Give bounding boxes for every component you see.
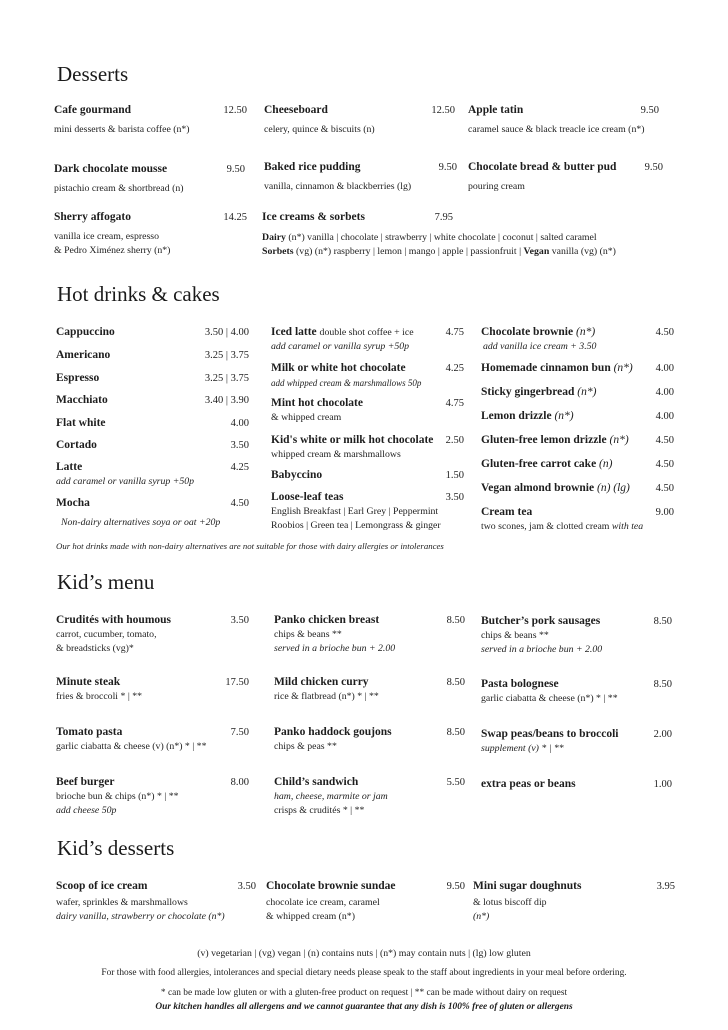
item-name: Scoop of ice cream bbox=[56, 880, 148, 892]
item-tag: (n*) bbox=[577, 386, 597, 398]
kids-menu-heading: Kid’s menu bbox=[57, 570, 155, 594]
kids-item bbox=[481, 614, 672, 657]
item-price: 7.95 bbox=[434, 212, 453, 223]
vegan-text: vanilla (vg) (n*) bbox=[551, 246, 616, 257]
drink-item bbox=[271, 396, 464, 425]
item-note: ham, cheese, marmite or jam bbox=[274, 791, 388, 802]
cake-item bbox=[481, 325, 674, 354]
item-description: chips & beans ** bbox=[274, 629, 342, 640]
kids-dessert-item bbox=[473, 879, 675, 924]
item-inline-desc: double shot coffee + ice bbox=[319, 327, 414, 338]
item-description: Roobios | Green tea | Lemongrass & ginger bbox=[271, 520, 441, 531]
item-name: Chocolate bread & butter pud bbox=[468, 161, 617, 173]
item-name: Mint hot chocolate bbox=[271, 397, 363, 409]
item-price: 9.50 bbox=[640, 105, 659, 116]
item-description: & lotus biscoff dip bbox=[473, 897, 547, 908]
item-note: add cheese 50p bbox=[56, 805, 117, 816]
item-name: Dark chocolate mousse bbox=[54, 163, 168, 175]
item-name: Beef burger bbox=[56, 776, 115, 788]
item-description: chips & peas ** bbox=[274, 741, 337, 752]
item-description: fries & broccoli * | ** bbox=[56, 691, 143, 702]
item-price: 2.00 bbox=[653, 729, 672, 740]
item-description: English Breakfast | Earl Grey | Peppermint bbox=[271, 506, 439, 517]
item-price: 3.50 bbox=[445, 492, 464, 503]
kids-desserts-heading: Kid’s desserts bbox=[57, 836, 175, 860]
kids-item bbox=[274, 775, 465, 818]
item-description: caramel sauce & black treacle ice cream (n*) bbox=[468, 124, 645, 135]
item-name: Babyccino bbox=[271, 469, 323, 481]
item-description: pouring cream bbox=[468, 181, 525, 192]
item-tag: (n*) bbox=[575, 326, 596, 338]
kids-item bbox=[274, 613, 465, 656]
cake-item bbox=[481, 409, 674, 424]
item-price: 4.75 bbox=[445, 398, 464, 409]
item-tag: (n*) bbox=[613, 362, 633, 374]
item-price: 7.50 bbox=[230, 727, 249, 738]
item-price: 4.00 bbox=[655, 363, 674, 374]
item-name: Chocolate brownie bbox=[481, 326, 574, 338]
drink-item bbox=[56, 371, 249, 386]
menu-item bbox=[264, 160, 457, 194]
vegan-label: Vegan bbox=[523, 246, 550, 257]
item-name: Latte bbox=[56, 461, 83, 473]
drink-item bbox=[56, 348, 249, 363]
item-note: add caramel or vanilla syrup +50p bbox=[271, 341, 410, 352]
drink-item bbox=[271, 325, 464, 354]
item-description: vanilla ice cream, espresso bbox=[54, 231, 159, 242]
item-price: 3.25 | 3.75 bbox=[204, 350, 249, 361]
item-price: 4.00 bbox=[230, 418, 249, 429]
drink-item bbox=[56, 393, 249, 408]
item-note: served in a brioche bun + 2.00 bbox=[274, 643, 396, 654]
menu-item bbox=[54, 210, 247, 258]
kids-item bbox=[56, 675, 249, 704]
sorbet-flavours bbox=[262, 245, 616, 258]
item-description: garlic ciabatta & cheese (n*) * | ** bbox=[481, 693, 618, 704]
item-price: 1.50 bbox=[445, 470, 464, 481]
dairy-label: Dairy bbox=[262, 232, 286, 243]
cake-item bbox=[481, 433, 674, 448]
kids-item bbox=[56, 775, 249, 818]
drink-item bbox=[56, 416, 249, 431]
allergen-guarantee: Our kitchen handles all allergens and we cannot guarantee that any dish is 100% free of gluten or allergens bbox=[155, 1002, 573, 1012]
item-note: add whipped cream & marshmallows 50p bbox=[271, 378, 422, 388]
menu-item bbox=[468, 103, 659, 137]
item-name: Mini sugar doughnuts bbox=[473, 880, 582, 892]
cake-item bbox=[481, 481, 674, 496]
item-description-italic: with tea bbox=[611, 521, 644, 532]
item-price: 8.00 bbox=[230, 777, 249, 788]
item-description: & whipped cream (n*) bbox=[266, 911, 355, 922]
item-description: brioche bun & chips (n*) * | ** bbox=[56, 791, 179, 802]
kids-item bbox=[274, 725, 465, 754]
item-price: 8.50 bbox=[653, 616, 672, 627]
item-name: Sticky gingerbread bbox=[481, 386, 575, 398]
item-price: 12.50 bbox=[223, 105, 247, 116]
item-description: whipped cream & marshmallows bbox=[271, 449, 401, 460]
item-tag: (n*) bbox=[554, 410, 574, 422]
item-name: Iced latte bbox=[271, 326, 317, 338]
item-price: 3.25 | 3.75 bbox=[204, 373, 249, 384]
menu-item bbox=[262, 210, 453, 225]
item-price: 3.50 bbox=[237, 881, 256, 892]
item-description: two scones, jam & clotted cream bbox=[481, 521, 610, 532]
item-description: wafer, sprinkles & marshmallows bbox=[56, 897, 188, 908]
item-name: Mocha bbox=[56, 497, 90, 509]
item-price: 2.50 bbox=[445, 435, 464, 446]
item-name: Crudités with houmous bbox=[56, 614, 172, 626]
item-name: Cappuccino bbox=[56, 326, 115, 338]
item-name: Mild chicken curry bbox=[274, 676, 369, 688]
item-price: 4.50 bbox=[655, 327, 674, 338]
kids-dessert-item bbox=[266, 879, 465, 924]
kids-item bbox=[274, 675, 465, 704]
item-name: Butcher’s pork sausages bbox=[481, 615, 601, 627]
item-price: 9.00 bbox=[655, 507, 674, 518]
item-note: supplement (v) * | ** bbox=[481, 743, 564, 754]
item-description: & breadsticks (vg)* bbox=[56, 643, 134, 654]
item-price: 3.40 | 3.90 bbox=[204, 395, 249, 406]
item-name: Chocolate brownie sundae bbox=[266, 880, 396, 892]
item-name: Loose-leaf teas bbox=[271, 491, 344, 503]
item-price: 4.00 bbox=[655, 411, 674, 422]
item-name: Flat white bbox=[56, 417, 106, 429]
item-description: mini desserts & barista coffee (n*) bbox=[54, 124, 190, 135]
item-name: Panko chicken breast bbox=[274, 614, 380, 626]
dairy-flavours bbox=[262, 231, 597, 244]
item-name: Espresso bbox=[56, 372, 100, 384]
kids-item bbox=[481, 777, 672, 792]
item-description: & Pedro Ximénez sherry (n*) bbox=[54, 245, 171, 256]
sorbets-text: (vg) (n*) raspberry | lemon | mango | apple | passionfruit | bbox=[296, 246, 522, 257]
item-name: Milk or white hot chocolate bbox=[271, 362, 406, 374]
item-price: 14.25 bbox=[223, 212, 247, 223]
item-name: Tomato pasta bbox=[56, 726, 123, 738]
allergy-notice: For those with food allergies, intolerances and special dietary needs please speak to the staff about ingredients in your meal before ordering. bbox=[101, 968, 627, 978]
dairy-text: (n*) vanilla | chocolate | strawberry | white chocolate | coconut | salted caramel bbox=[288, 232, 597, 243]
item-price: 3.50 bbox=[230, 440, 249, 451]
item-name: Americano bbox=[56, 349, 111, 361]
item-price: 8.50 bbox=[653, 679, 672, 690]
kids-item bbox=[56, 613, 249, 656]
hot-drinks-footnote: Our hot drinks made with non-dairy alternatives are not suitable for those with dairy allergies or intolerances bbox=[56, 541, 444, 551]
item-price: 9.50 bbox=[226, 164, 245, 175]
item-price: 12.50 bbox=[431, 105, 455, 116]
item-note: add caramel or vanilla syrup +50p bbox=[56, 476, 195, 487]
item-note: add vanilla ice cream + 3.50 bbox=[483, 341, 597, 352]
drink-item bbox=[271, 433, 464, 462]
item-price: 4.50 bbox=[655, 483, 674, 494]
item-name: extra peas or beans bbox=[481, 778, 576, 790]
item-name: Kid's white or milk hot chocolate bbox=[271, 434, 434, 446]
drink-item bbox=[56, 496, 249, 511]
sorbets-label: Sorbets bbox=[262, 246, 294, 257]
kids-item bbox=[56, 725, 249, 754]
item-name: Panko haddock goujons bbox=[274, 726, 392, 738]
item-price: 3.50 bbox=[230, 615, 249, 626]
item-description: chocolate ice cream, caramel bbox=[266, 897, 380, 908]
item-price: 3.95 bbox=[656, 881, 675, 892]
menu-item bbox=[54, 103, 247, 137]
item-name: Cream tea bbox=[481, 506, 533, 518]
dietary-legend: (v) vegetarian | (vg) vegan | (n) contains nuts | (n*) may contain nuts | (lg) low gluten bbox=[197, 948, 531, 959]
item-description: crisps & crudités * | ** bbox=[274, 805, 365, 816]
item-name: Cheeseboard bbox=[264, 104, 328, 116]
hot-drinks-heading: Hot drinks & cakes bbox=[57, 282, 220, 306]
item-note: served in a brioche bun + 2.00 bbox=[481, 644, 603, 655]
item-name: Cortado bbox=[56, 439, 97, 451]
item-name: Baked rice pudding bbox=[264, 161, 361, 173]
item-description: vanilla, cinnamon & blackberries (lg) bbox=[264, 181, 412, 192]
item-price: 9.50 bbox=[644, 162, 663, 173]
item-tag: (n*) bbox=[609, 434, 629, 446]
cake-item bbox=[481, 385, 674, 400]
drink-item bbox=[271, 468, 464, 483]
item-price: 8.50 bbox=[446, 727, 465, 738]
drink-item bbox=[271, 490, 464, 533]
item-name: Homemade cinnamon bun bbox=[481, 362, 611, 374]
cake-item bbox=[481, 505, 674, 534]
item-price: 1.00 bbox=[653, 779, 672, 790]
drink-item bbox=[56, 460, 249, 489]
drink-item bbox=[56, 438, 249, 453]
item-note: (n*) bbox=[473, 911, 490, 922]
item-price: 8.50 bbox=[446, 615, 465, 626]
item-description: & whipped cream bbox=[271, 412, 342, 423]
item-price: 5.50 bbox=[446, 777, 465, 788]
cake-item bbox=[481, 457, 674, 472]
item-price: 4.75 bbox=[445, 327, 464, 338]
item-price: 8.50 bbox=[446, 677, 465, 688]
kids-item bbox=[481, 727, 672, 756]
item-description: chips & beans ** bbox=[481, 630, 549, 641]
item-price: 4.50 bbox=[655, 435, 674, 446]
item-description: celery, quince & biscuits (n) bbox=[264, 124, 375, 135]
item-name: Lemon drizzle bbox=[481, 410, 552, 422]
drink-item bbox=[56, 325, 249, 340]
kids-item bbox=[481, 677, 672, 706]
item-tag: (n) bbox=[599, 458, 613, 470]
item-price: 4.00 bbox=[655, 387, 674, 398]
kids-dessert-item bbox=[56, 879, 256, 924]
item-name: Ice creams & sorbets bbox=[262, 211, 365, 223]
item-price: 4.50 bbox=[655, 459, 674, 470]
item-tag: (n) (lg) bbox=[596, 482, 630, 494]
item-name: Pasta bolognese bbox=[481, 678, 559, 690]
item-price: 17.50 bbox=[225, 677, 249, 688]
item-name: Apple tatin bbox=[468, 104, 524, 116]
item-note: dairy vanilla, strawberry or chocolate (n*) bbox=[56, 911, 225, 922]
item-name: Gluten-free lemon drizzle bbox=[481, 434, 607, 446]
cake-item bbox=[481, 361, 674, 376]
item-price: 4.50 bbox=[230, 498, 249, 509]
desserts-heading: Desserts bbox=[57, 62, 129, 86]
item-description: carrot, cucumber, tomato, bbox=[56, 629, 157, 640]
item-description: pistachio cream & shortbread (n) bbox=[54, 183, 184, 194]
item-price: 3.50 | 4.00 bbox=[204, 327, 249, 338]
item-name: Swap peas/beans to broccoli bbox=[481, 728, 619, 740]
menu-item bbox=[468, 160, 663, 194]
item-price: 9.50 bbox=[446, 881, 465, 892]
item-name: Macchiato bbox=[56, 394, 108, 406]
item-description: rice & flatbread (n*) * | ** bbox=[274, 691, 379, 702]
item-name: Cafe gourmand bbox=[54, 104, 131, 116]
item-price: 9.50 bbox=[438, 162, 457, 173]
item-name: Vegan almond brownie bbox=[481, 482, 595, 494]
gluten-dairy-notice: * can be made low gluten or with a gluten-free product on request | ** can be made without dairy on request bbox=[160, 988, 568, 998]
item-price: 4.25 bbox=[230, 462, 249, 473]
menu-item bbox=[54, 162, 245, 196]
item-name: Minute steak bbox=[56, 676, 121, 688]
item-price: 4.25 bbox=[445, 363, 464, 374]
non-dairy-note: Non-dairy alternatives soya or oat +20p bbox=[61, 517, 221, 528]
menu-item bbox=[264, 103, 455, 137]
item-name: Sherry affogato bbox=[54, 211, 131, 223]
item-name: Gluten-free carrot cake bbox=[481, 458, 597, 470]
item-name: Child’s sandwich bbox=[274, 776, 359, 788]
drink-item bbox=[271, 361, 464, 390]
item-description: garlic ciabatta & cheese (v) (n*) * | ** bbox=[56, 741, 207, 752]
